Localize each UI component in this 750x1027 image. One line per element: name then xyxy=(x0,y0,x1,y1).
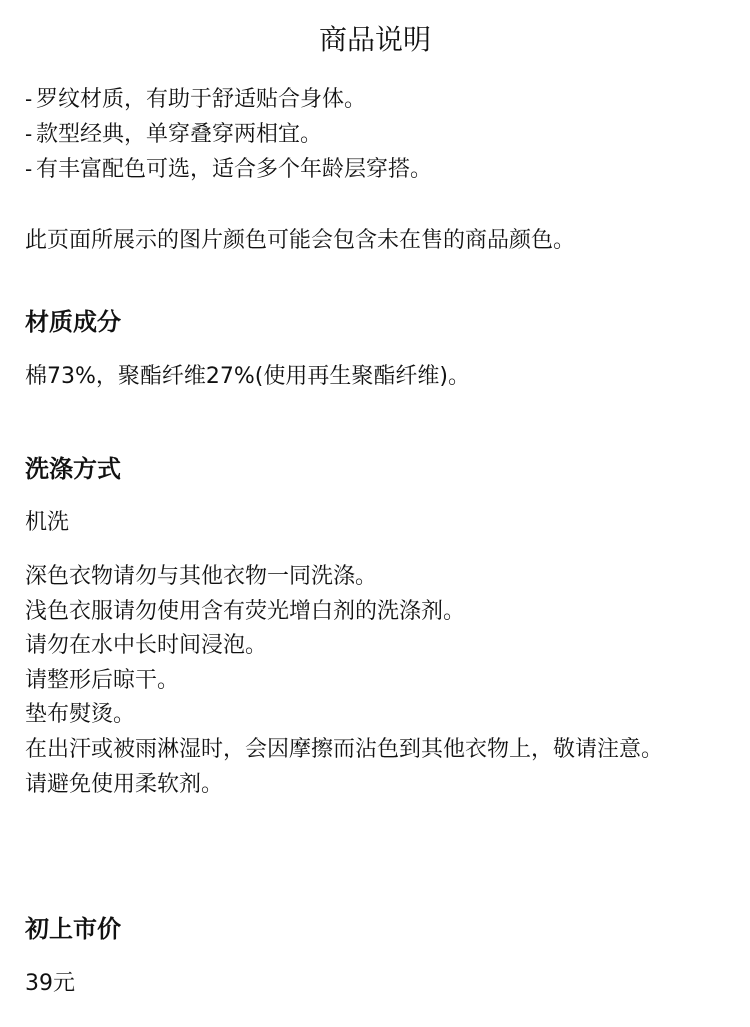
feature-item xyxy=(25,152,735,187)
instruction-item: 深色衣物请勿与其他衣物一同洗涤。 xyxy=(25,564,378,589)
instruction-item: 请避免使用柔软剂。 xyxy=(25,771,224,797)
feature-item xyxy=(25,117,735,152)
color-disclaimer: 此页面所展示的图片颜色可能会包含未在售的商品颜色。 xyxy=(25,228,576,253)
instruction-item: 请勿在水中长时间浸泡。 xyxy=(25,633,268,659)
material-heading: 材质成分 xyxy=(25,308,121,336)
washing-heading: 洗涤方式 xyxy=(25,455,121,483)
feature-text: 有丰富配色可选，适合多个年龄层穿搭。 xyxy=(36,157,433,182)
washing-instructions xyxy=(25,560,735,802)
page-title: 商品说明 xyxy=(318,23,431,56)
instruction-item: 请整形后晾干。 xyxy=(25,667,180,693)
feature-item xyxy=(25,82,735,117)
instruction-item: 在出汗或被雨淋湿时，会因摩擦而沾色到其他衣物上，敬请注意。 xyxy=(25,736,664,762)
bullet-mark: - xyxy=(25,122,33,146)
bullet-mark: - xyxy=(25,87,33,111)
bullet-mark: - xyxy=(25,157,33,181)
feature-text: 罗纹材质，有助于舒适贴合身体。 xyxy=(36,87,367,112)
instruction-item: 垫布熨烫。 xyxy=(25,702,136,728)
price-value: 39元 xyxy=(25,971,75,996)
feature-text: 款型经典，单穿叠穿两相宜。 xyxy=(36,122,323,147)
feature-list xyxy=(25,82,735,187)
price-heading: 初上市价 xyxy=(25,915,121,943)
material-text: 棉73%，聚酯纤维27%(使用再生聚酯纤维)。 xyxy=(25,364,470,389)
instruction-item: 浅色衣服请勿使用含有荧光增白剂的洗涤剂。 xyxy=(25,598,466,624)
washing-method: 机洗 xyxy=(25,510,70,535)
